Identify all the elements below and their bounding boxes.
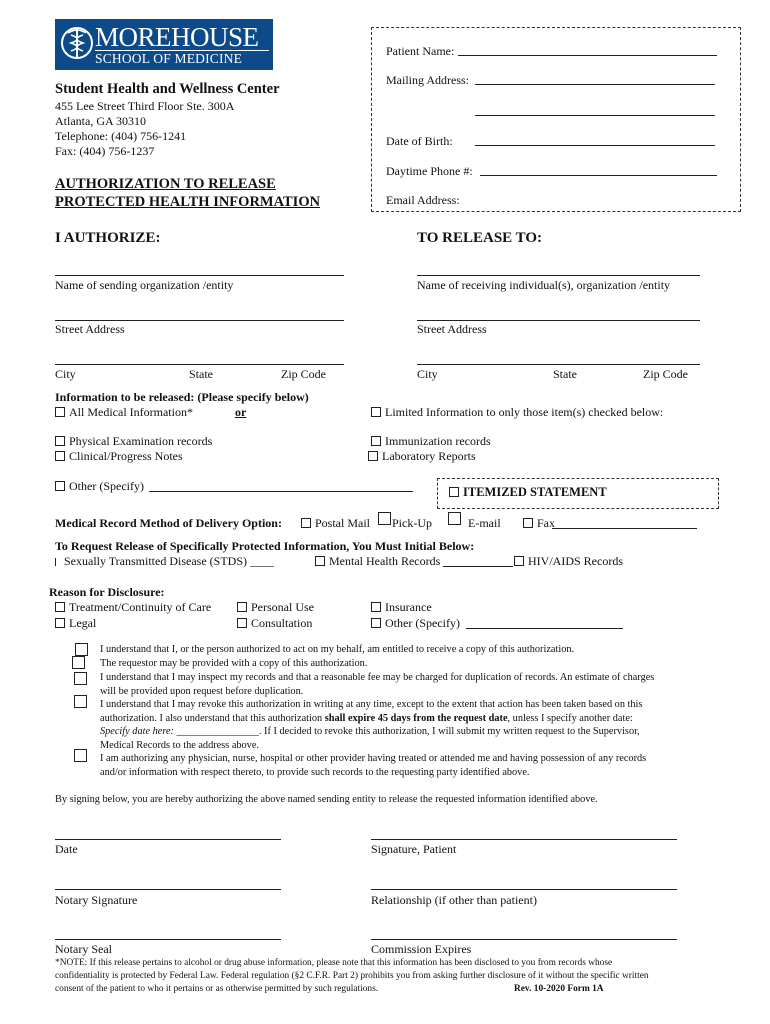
ack-text-1: I understand that I, or the person authorized to act on my behalf, am entitled to receive a copy of this authorization. xyxy=(100,644,575,655)
center-address-1: 455 Lee Street Third Floor Ste. 300A xyxy=(55,99,235,113)
patient-signature-field[interactable] xyxy=(371,839,677,840)
std-option[interactable]: Sexually Transmitted Disease (STDS) ____ xyxy=(55,554,274,569)
commission-expires-label: Commission Expires xyxy=(371,942,472,956)
dob-field[interactable] xyxy=(475,145,715,146)
ack-text-5: I am authorizing any physician, nurse, hospital or other provider having treated or attended me and having possession of any records xyxy=(100,753,647,764)
revision-label: Rev. 10-2020 Form 1A xyxy=(514,984,604,994)
center-title: Student Health and Wellness Center xyxy=(55,81,280,97)
specify-date-field[interactable]: ________________ xyxy=(176,726,259,737)
mailing-address-field[interactable] xyxy=(475,84,715,85)
protected-heading: To Request Release of Specifically Protected Information, You Must Initial Below: xyxy=(55,539,475,553)
email-delivery-label: E-mail xyxy=(468,516,501,530)
ack-checkbox-4[interactable] xyxy=(74,695,87,708)
relationship-field[interactable] xyxy=(371,889,677,890)
postal-mail-checkbox[interactable] xyxy=(301,518,311,528)
center-fax: Fax: (404) 756-1237 xyxy=(55,144,155,158)
notary-signature-field[interactable] xyxy=(55,889,281,890)
insurance-checkbox[interactable] xyxy=(371,602,381,612)
immunization-option[interactable]: Immunization records xyxy=(371,434,491,449)
sending-street-field[interactable] xyxy=(55,320,344,321)
logo-name: MOREHOUSE xyxy=(95,22,259,52)
daytime-phone-label: Daytime Phone #: xyxy=(386,164,473,178)
immunization-checkbox[interactable] xyxy=(371,436,381,446)
physical-exam-option[interactable]: Physical Examination records xyxy=(55,434,212,449)
pickup-checkbox[interactable] xyxy=(378,512,391,525)
receiving-org-label: Name of receiving individual(s), organization /entity xyxy=(417,278,671,292)
info-heading: Information to be released: (Please specify below) xyxy=(55,390,309,404)
ack-checkbox-5[interactable] xyxy=(74,749,87,762)
limited-info-option[interactable]: Limited Information to only those item(s) checked below: xyxy=(371,405,663,420)
personal-use-checkbox[interactable] xyxy=(237,602,247,612)
all-medical-checkbox[interactable] xyxy=(55,407,65,417)
sending-city-field[interactable] xyxy=(55,364,344,365)
ack-text-4d: Medical Records to the address above. xyxy=(100,740,259,751)
receiving-state-label: State xyxy=(553,367,577,381)
patient-signature-label: Signature, Patient xyxy=(371,842,457,856)
sending-state-label: State xyxy=(189,367,213,381)
itemized-statement-option[interactable]: ITEMIZED STATEMENT xyxy=(449,485,607,500)
delivery-label: Medical Record Method of Delivery Option: xyxy=(55,516,282,530)
hiv-option[interactable]: HIV/AIDS Records xyxy=(514,554,623,569)
insurance-option[interactable]: Insurance xyxy=(371,600,432,615)
caduceus-seal-icon xyxy=(59,23,95,67)
ack-checkbox-3[interactable] xyxy=(74,672,87,685)
receiving-zip-label: Zip Code xyxy=(643,367,688,381)
personal-use-option[interactable]: Personal Use xyxy=(237,600,314,615)
patient-name-field[interactable] xyxy=(458,55,717,56)
center-address-2: Atlanta, GA 30310 xyxy=(55,114,146,128)
morehouse-logo xyxy=(55,19,273,70)
legal-option[interactable]: Legal xyxy=(55,616,96,631)
mental-health-checkbox[interactable] xyxy=(315,556,325,566)
treatment-checkbox[interactable] xyxy=(55,602,65,612)
or-text: or xyxy=(235,405,247,419)
date-label: Date xyxy=(55,842,78,856)
receiving-street-label: Street Address xyxy=(417,322,487,336)
notary-seal-field[interactable] xyxy=(55,939,281,940)
ack-text-4b: authorization. I also understand that this authorization shall expire 45 days from the request date, unless I specify another date: xyxy=(100,713,633,724)
daytime-phone-field[interactable] xyxy=(480,175,717,176)
release-heading: TO RELEASE TO: xyxy=(417,230,543,246)
itemized-statement-checkbox[interactable] xyxy=(449,487,459,497)
pickup-label: Pick-Up xyxy=(392,516,432,530)
reason-other-field[interactable] xyxy=(466,628,623,629)
email-delivery-checkbox[interactable] xyxy=(448,512,461,525)
postal-mail-option[interactable]: Postal Mail xyxy=(301,516,370,531)
expiry-emphasis: shall expire 45 days from the request date xyxy=(324,713,508,724)
commission-expires-field[interactable] xyxy=(371,939,677,940)
ack-text-4c: Specify date here: ________________. If I decided to revoke this authorization, I will submit my written request to the Supervisor, xyxy=(100,726,640,737)
sending-city-label: City xyxy=(55,367,76,381)
ack-text-4: I understand that I may revoke this authorization in writing at any time, except to the extent that action has been taken based on this xyxy=(100,699,643,710)
mental-health-initial-field[interactable] xyxy=(443,566,513,567)
other-specify-field[interactable] xyxy=(149,491,413,492)
note-line-3: consent of the patient to who it pertains or as otherwise permitted by such regulations. xyxy=(55,984,379,994)
laboratory-checkbox[interactable] xyxy=(368,451,378,461)
signing-intro: By signing below, you are hereby authorizing the above named sending entity to release the requested information identified above. xyxy=(55,794,598,805)
logo-subtitle: SCHOOL OF MEDICINE xyxy=(95,51,243,66)
reason-heading: Reason for Disclosure: xyxy=(49,585,165,599)
notary-seal-label: Notary Seal xyxy=(55,942,112,956)
fax-checkbox[interactable] xyxy=(523,518,533,528)
relationship-label: Relationship (if other than patient) xyxy=(371,893,537,907)
consultation-option[interactable]: Consultation xyxy=(237,616,312,631)
other-specify-checkbox[interactable] xyxy=(55,481,65,491)
ack-text-5b: and/or information with respect thereto, to provide such records to the requesting party identified above. xyxy=(100,767,530,778)
hiv-checkbox[interactable] xyxy=(514,556,524,566)
physical-exam-checkbox[interactable] xyxy=(55,436,65,446)
receiving-city-field[interactable] xyxy=(417,364,700,365)
sending-zip-label: Zip Code xyxy=(281,367,326,381)
treatment-option[interactable]: Treatment/Continuity of Care xyxy=(55,600,211,615)
receiving-street-field[interactable] xyxy=(417,320,700,321)
authorize-heading: I AUTHORIZE: xyxy=(55,230,161,246)
email-label: Email Address: xyxy=(386,193,460,207)
fax-number-field[interactable] xyxy=(552,528,697,529)
limited-info-checkbox[interactable] xyxy=(371,407,381,417)
sending-street-label: Street Address xyxy=(55,322,125,336)
reason-other-checkbox[interactable] xyxy=(371,618,381,628)
legal-checkbox[interactable] xyxy=(55,618,65,628)
ack-checkbox-2[interactable] xyxy=(72,656,85,669)
consultation-checkbox[interactable] xyxy=(237,618,247,628)
form-title-line-2: PROTECTED HEALTH INFORMATION xyxy=(55,194,321,210)
other-specify-option[interactable]: Other (Specify) xyxy=(55,479,144,494)
form-title-line-1: AUTHORIZATION TO RELEASE xyxy=(55,176,276,192)
ack-text-3: I understand that I may inspect my records and that a reasonable fee may be charged for duplication of records. An estimate of charges xyxy=(100,672,655,683)
ack-text-3b: will be provided upon request before duplication. xyxy=(100,686,304,697)
sending-org-label: Name of sending organization /entity xyxy=(55,278,234,292)
ack-checkbox-1[interactable] xyxy=(75,643,88,656)
note-line-2: confidentiality is protected by Federal Law. Federal regulation (§2 C.F.R. Part 2) prohibits you from asking further disclosure of it without the specific written xyxy=(55,971,649,981)
note-line-1: *NOTE: If this release pertains to alcohol or drug abuse information, please note that this information has been disclosed to you from records whose xyxy=(55,958,613,968)
notary-signature-label: Notary Signature xyxy=(55,893,138,907)
mental-health-option[interactable]: Mental Health Records xyxy=(315,554,440,569)
mailing-address-field-2[interactable] xyxy=(475,115,715,116)
fax-option[interactable]: Fax xyxy=(523,516,555,531)
sending-org-field[interactable] xyxy=(55,275,344,276)
center-phone: Telephone: (404) 756-1241 xyxy=(55,129,187,143)
clinical-notes-checkbox[interactable] xyxy=(55,451,65,461)
reason-other-option[interactable]: Other (Specify) xyxy=(371,616,460,631)
all-medical-option[interactable]: All Medical Information* xyxy=(55,405,193,420)
receiving-city-label: City xyxy=(417,367,438,381)
laboratory-option[interactable]: Laboratory Reports xyxy=(368,449,476,464)
ack-text-2: The requestor may be provided with a copy of this authorization. xyxy=(100,658,368,669)
receiving-org-field[interactable] xyxy=(417,275,700,276)
date-field[interactable] xyxy=(55,839,281,840)
clinical-notes-option[interactable]: Clinical/Progress Notes xyxy=(55,449,183,464)
patient-name-label: Patient Name: xyxy=(386,44,455,58)
dob-label: Date of Birth: xyxy=(386,134,453,148)
mailing-address-label: Mailing Address: xyxy=(386,73,469,87)
